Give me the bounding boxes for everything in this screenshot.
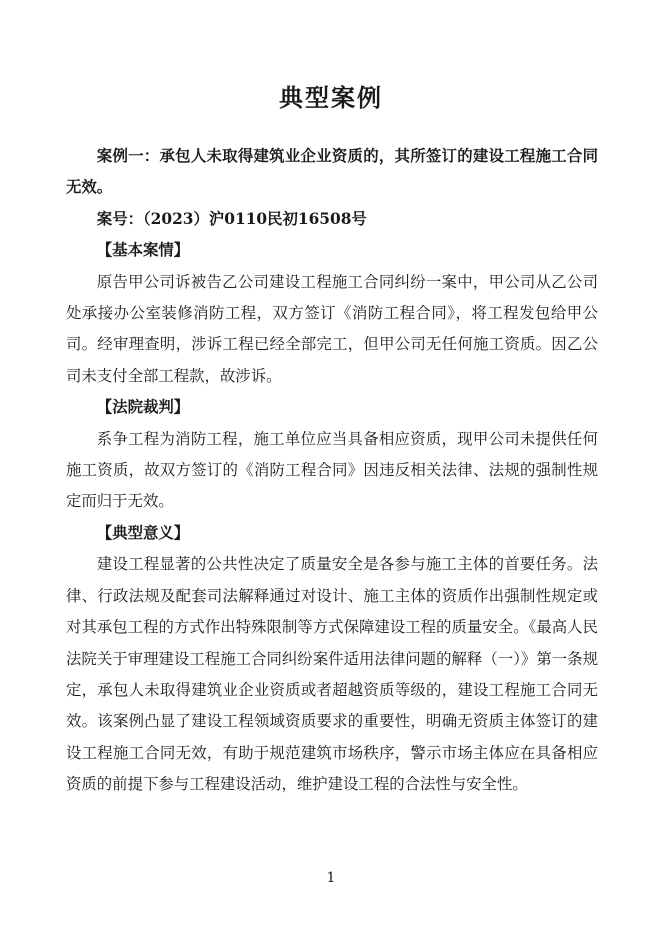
section-body-court-ruling: 系争工程为消防工程，施工单位应当具备相应资质，现甲公司未提供任何施工资质，故双方签订的《消防工程合同》因违反相关法律、法规的强制性规定而归于无效。 bbox=[66, 429, 598, 511]
document-body bbox=[66, 141, 598, 801]
section-heading-basic-facts: 【基本案情】 bbox=[96, 241, 190, 260]
case-number: 案号：（2023）沪0110民初16508号 bbox=[96, 209, 367, 228]
section-body-basic-facts: 原告甲公司诉被告乙公司建设工程施工合同纠纷一案中，甲公司从乙公司处承接办公室装修消防工程，双方签订《消防工程合同》，将工程发包给甲公司。经审理查明，涉诉工程已经全部完工，但甲公司无任何施工资质。因乙公司未支付全部工程款，故涉诉。 bbox=[66, 272, 598, 385]
page-number: 1 bbox=[326, 870, 336, 886]
section-heading-court-ruling: 【法院裁判】 bbox=[96, 398, 190, 417]
case-title: 案例一：承包人未取得建筑业企业资质的，其所签订的建设工程施工合同无效。 bbox=[66, 147, 598, 197]
section-heading-significance: 【典型意义】 bbox=[96, 523, 190, 542]
section-body-significance: 建设工程显著的公共性决定了质量安全是各参与施工主体的首要任务。法律、行政法规及配套司法解释通过对设计、施工主体的资质作出强制性规定或对其承包工程的方式作出特殊限制等方式保障建设工程的质量安全。《最高人民法院关于审理建设工程施工合同纠纷案件适用法律问题的解释（一）》第一条规定，承包人未取得建筑业企业资质或者超越资质等级的，建设工程施工合同无效。该案例凸显了建设工程领域资质要求的重要性，明确无资质主体签订的建设工程施工合同无效，有助于规范建筑市场秩序，警示市场主体应在具备相应资质的前提下参与工程建设活动，维护建设工程的合法性与安全性。 bbox=[66, 555, 598, 794]
page-title: 典型案例 bbox=[279, 83, 383, 112]
